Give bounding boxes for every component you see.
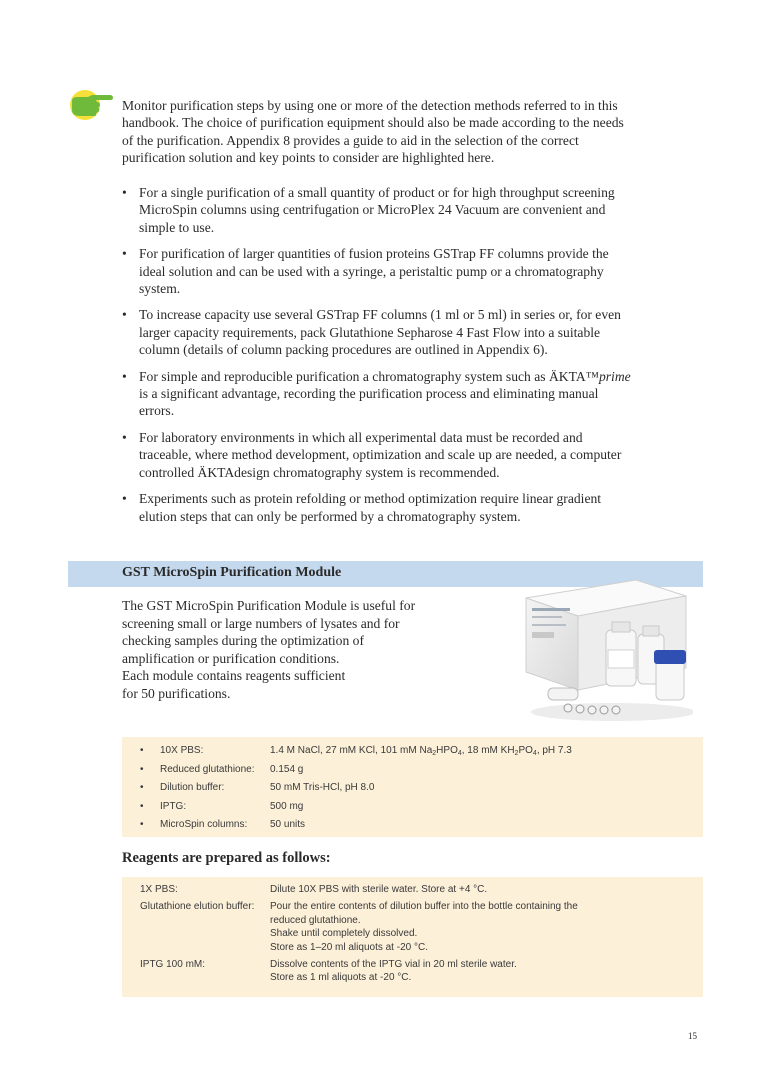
- list-item: [122, 490, 712, 525]
- instruction-line: Store as 1 ml aliquots at -20 °C.: [270, 972, 412, 984]
- list-item-line: For simple and reproducible purification a chromatography system such as ÄKTA™: [139, 368, 599, 384]
- list-item-line: MicroSpin columns using centrifugation or MicroPlex 24 Vacuum are convenient and: [139, 202, 606, 218]
- instruction-line: reduced glutathione.: [270, 914, 361, 926]
- list-item-line: For a single purification of a small quantity of product or for high throughput screening: [139, 185, 615, 200]
- intro-line: of the purification. Appendix 8 provides a guide to aid in the selection of the correct: [122, 132, 579, 148]
- reagent-amount: 1.4 M NaCl, 27 mM KCl, 101 mM $Na_2HPO_4$, 18 mM $KH_2PO_4$, pH 7.3: [270, 745, 572, 757]
- pointing-hand-icon: [68, 88, 114, 122]
- description-line: checking samples during the optimization of: [122, 633, 364, 649]
- list-item-line: traceable, where method development, optimization and scale up are needed, a computer: [139, 447, 622, 463]
- list-item: [122, 245, 712, 297]
- preparation-reagent: IPTG 100 mM:: [140, 959, 206, 971]
- preparation-heading: Reagents are prepared as follows:: [122, 850, 331, 866]
- list-item-line: For purification of larger quantities of fusion proteins GSTrap FF columns provide the: [139, 246, 609, 262]
- reagent-amount: 50 units: [270, 819, 306, 830]
- intro-line: handbook. The choice of purification equipment should also be made according to the needs: [122, 115, 624, 131]
- bullet-point: •: [122, 429, 127, 445]
- preparation-row: [140, 958, 690, 985]
- list-item-line: For laboratory environments in which all experimental data must be recorded and: [139, 429, 583, 445]
- list-item-line: To increase capacity use several GSTrap FF columns (1 ml or 5 ml) in series or, for even: [139, 307, 621, 323]
- list-item-line: controlled ÄKTAdesign chromatography system is recommended.: [139, 464, 500, 480]
- reagent-amount: 0.154 g: [270, 763, 304, 775]
- preparation-reagent: Glutathione elution buffer:: [140, 901, 255, 913]
- preparation-row: [140, 900, 690, 954]
- intro-paragraph: [122, 97, 712, 167]
- reagent-name: Reduced glutathione:: [160, 763, 255, 775]
- description-line: amplification or purification conditions.: [122, 650, 340, 666]
- bullet-point: •: [122, 246, 127, 262]
- preparation-row: [140, 883, 690, 896]
- preparation-instructions: [270, 958, 690, 985]
- list-item-line: column (details of column packing procedures are outlined in Appendix 6).: [139, 342, 548, 358]
- module-description: [122, 597, 482, 703]
- preparation-instructions: [270, 900, 690, 954]
- bullet-point: •: [122, 491, 127, 507]
- bullet-point: •: [140, 763, 144, 775]
- bullet-point: •: [140, 800, 144, 812]
- description-line: The GST MicroSpin Purification Module is useful for: [122, 598, 416, 613]
- reagent-name: Dilution buffer:: [160, 782, 225, 793]
- product-name-italic: prime: [598, 368, 631, 384]
- bullet-point: •: [140, 819, 144, 830]
- instruction-line: Dissolve contents of the IPTG vial in 20 ml sterile water.: [270, 959, 517, 971]
- list-item: [122, 306, 712, 358]
- instruction-line: Dilute 10X PBS with sterile water. Store at +4 °C.: [270, 884, 488, 895]
- description-line: Each module contains reagents sufficient: [122, 668, 346, 684]
- bullet-point: •: [140, 782, 144, 793]
- list-item-line: is a significant advantage, recording the purification process and eliminating manual: [139, 386, 599, 402]
- bullet-point: •: [122, 307, 127, 323]
- preparation-instructions: [270, 883, 690, 896]
- section-title: GST MicroSpin Purification Module: [122, 565, 342, 580]
- bullet-point: •: [122, 185, 127, 200]
- list-item-line: larger capacity requirements, pack Glutathione Sepharose 4 Fast Flow into a suitable: [139, 324, 601, 340]
- intro-line: purification solution and key points to consider are highlighted here.: [122, 150, 495, 166]
- instruction-line: Shake until completely dissolved.: [270, 928, 418, 940]
- list-item-line: elution steps that can only be performed by a chromatography system.: [139, 508, 521, 524]
- bullet-point: •: [140, 745, 144, 756]
- page-number: 15: [688, 1031, 697, 1041]
- list-item-line: system.: [139, 281, 181, 297]
- purification-options-list: [122, 184, 712, 534]
- list-item-line: errors.: [139, 403, 175, 419]
- list-item-line: ideal solution and can be used with a syringe, a peristaltic pump or a chromatography: [139, 263, 604, 279]
- reagent-amount: 50 mM Tris-HCl, pH 8.0: [270, 782, 375, 793]
- instruction-line: Store as 1–20 ml aliquots at -20 °C.: [270, 941, 428, 953]
- reagent-name: 10X PBS:: [160, 745, 204, 756]
- bullet-point: •: [122, 368, 127, 384]
- product-kit-photo: [518, 572, 693, 724]
- instruction-line: Pour the entire contents of dilution buffer into the bottle containing the: [270, 901, 578, 913]
- list-item-line: simple to use.: [139, 219, 215, 235]
- list-item: [122, 368, 712, 420]
- description-line: screening small or large numbers of lysates and for: [122, 615, 400, 631]
- intro-line: Monitor purification steps by using one or more of the detection methods referred to in this: [122, 98, 618, 113]
- list-item: [122, 429, 712, 481]
- list-item: [122, 184, 712, 236]
- preparation-reagent: 1X PBS:: [140, 884, 178, 895]
- preparation-table: [140, 883, 690, 989]
- reagent-name: MicroSpin columns:: [160, 819, 248, 830]
- description-line: for 50 purifications.: [122, 685, 231, 701]
- reagent-amount: 500 mg: [270, 800, 304, 812]
- reagent-name: IPTG:: [160, 800, 187, 812]
- list-item-line: Experiments such as protein refolding or method optimization require linear gradient: [139, 491, 602, 507]
